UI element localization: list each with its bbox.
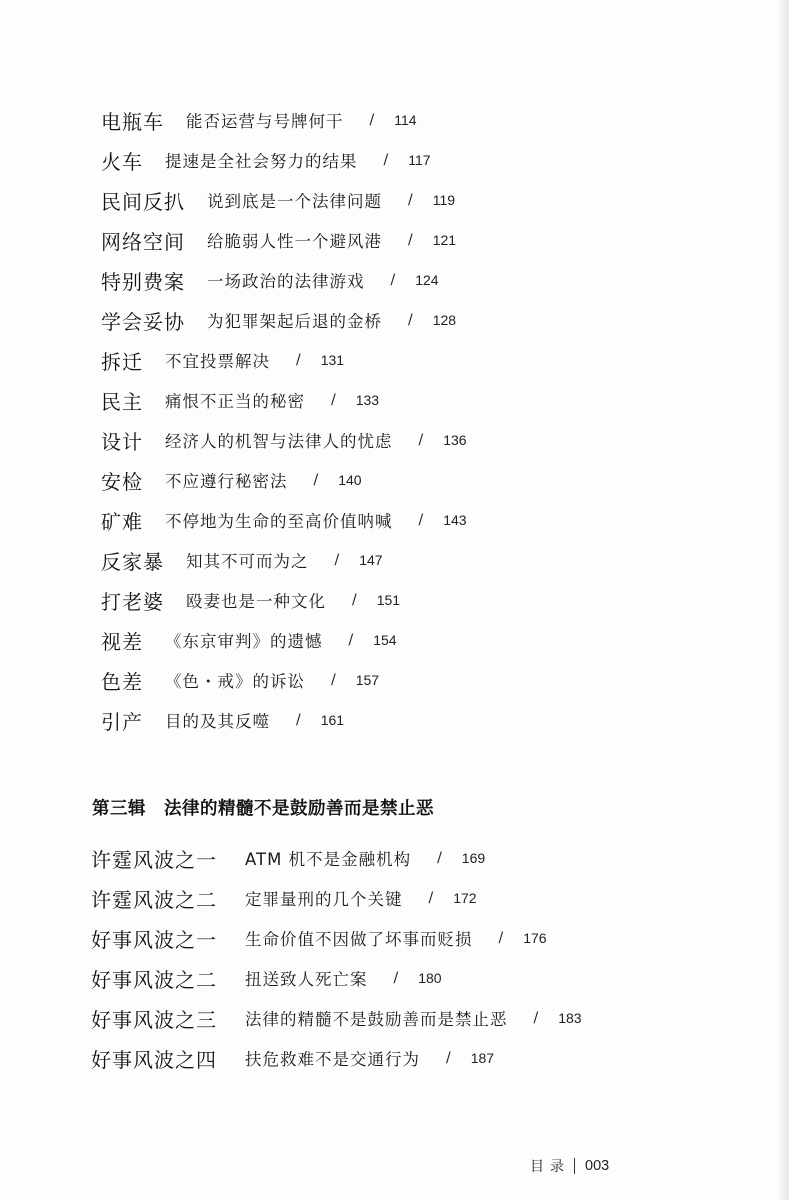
toc-entry-page: 180 — [418, 970, 442, 986]
toc-entry-title: 《东京审判》的遗憾 — [165, 632, 323, 651]
part-title: 法律的精髓不是鼓励善而是禁止恶 — [164, 798, 434, 819]
toc-entry-page: 131 — [320, 352, 345, 368]
toc-entry-separator: / — [296, 352, 301, 368]
toc-entry-title: 殴妻也是一种文化 — [186, 592, 326, 611]
toc-entry-page: 183 — [558, 1010, 582, 1026]
toc-entry-label: 民主 — [101, 389, 143, 414]
footer-section-label: 目录 — [530, 1159, 570, 1175]
toc-entry-label: 好事风波之一 — [91, 927, 217, 952]
toc-entry-page: 119 — [432, 192, 456, 208]
toc-entry[interactable] — [91, 918, 751, 958]
toc-entry-separator: / — [428, 890, 434, 906]
toc-entry-page: 143 — [443, 512, 467, 528]
toc-entry[interactable] — [101, 660, 741, 700]
toc-entry-label: 许霆风波之一 — [91, 847, 217, 872]
toc-entry-separator: / — [383, 152, 389, 168]
toc-entry-page: 128 — [432, 312, 457, 328]
toc-entry-title: 扭送致人死亡案 — [245, 970, 368, 989]
toc-entry-title: 目的及其反噬 — [165, 712, 270, 731]
toc-entry-separator: / — [331, 392, 336, 408]
toc-entry-label: 火车 — [101, 149, 143, 174]
toc-entry-separator: / — [296, 712, 301, 728]
toc-entry[interactable] — [91, 838, 751, 878]
toc-entry-title: 提速是全社会努力的结果 — [165, 152, 358, 171]
part-number: 第三辑 — [92, 798, 146, 819]
toc-entry-page: 140 — [338, 472, 362, 488]
toc-entry-label: 打老婆 — [101, 589, 164, 614]
toc-entry[interactable] — [101, 260, 741, 300]
toc-entry-title: 痛恨不正当的秘密 — [165, 392, 305, 411]
toc-entry[interactable] — [101, 180, 741, 220]
toc-entry-label: 拆迁 — [101, 349, 143, 374]
footer-page-number: 003 — [585, 1158, 610, 1174]
toc-entry[interactable] — [91, 998, 751, 1038]
toc-entry-label: 色差 — [101, 669, 143, 694]
toc-entry-title: 生命价值不因做了坏事而贬损 — [245, 930, 473, 949]
toc-entry-page: 169 — [461, 850, 486, 866]
part-three-heading — [92, 790, 434, 824]
toc-entry[interactable] — [101, 700, 741, 740]
toc-entry-page: 133 — [355, 392, 380, 408]
toc-entry-separator: / — [533, 1010, 539, 1026]
toc-entry-separator: / — [408, 232, 413, 248]
toc-entry-separator: / — [369, 112, 375, 128]
toc-entry[interactable] — [101, 100, 741, 140]
toc-entry-title: 一场政治的法律游戏 — [207, 272, 365, 291]
toc-entry-page: 154 — [373, 632, 397, 648]
page-edge-shadow — [779, 0, 789, 1200]
toc-entry[interactable] — [91, 878, 751, 918]
toc-list-part-two — [101, 100, 741, 740]
toc-entry[interactable] — [101, 300, 741, 340]
toc-entry-label: 好事风波之二 — [91, 967, 217, 992]
toc-entry[interactable] — [101, 460, 741, 500]
toc-entry[interactable] — [101, 500, 741, 540]
toc-entry[interactable] — [101, 340, 741, 380]
toc-entry-separator: / — [334, 552, 340, 568]
toc-entry-separator: / — [352, 592, 357, 608]
toc-entry-page: 114 — [394, 112, 417, 128]
toc-entry-title: 定罪量刑的几个关键 — [245, 890, 403, 909]
toc-entry-label: 安检 — [101, 469, 143, 494]
toc-entry-page: 151 — [376, 592, 401, 608]
toc-entry-page: 136 — [443, 432, 467, 448]
toc-entry-label: 特别费案 — [101, 269, 185, 294]
toc-entry-label: 矿难 — [101, 509, 143, 534]
toc-entry-separator: / — [393, 970, 399, 986]
toc-entry-title: 为犯罪架起后退的金桥 — [207, 312, 382, 331]
toc-entry-label: 民间反扒 — [101, 189, 185, 214]
toc-entry-title: 不应遵行秘密法 — [165, 472, 288, 491]
toc-entry-separator: / — [498, 930, 504, 946]
toc-entry[interactable] — [101, 420, 741, 460]
toc-entry[interactable] — [91, 1038, 751, 1078]
toc-entry-label: 网络空间 — [101, 229, 185, 254]
toc-entry-label: 反家暴 — [101, 549, 164, 574]
toc-entry-title: 《色・戒》的诉讼 — [165, 672, 305, 691]
toc-entry[interactable] — [91, 958, 751, 998]
toc-entry-title: 给脆弱人性一个避风港 — [207, 232, 382, 251]
toc-entry-title: 经济人的机智与法律人的忧虑 — [165, 432, 393, 451]
toc-entry-label: 引产 — [101, 709, 143, 734]
toc-entry-label: 许霆风波之二 — [91, 887, 217, 912]
toc-entry[interactable] — [101, 580, 741, 620]
toc-entry-page: 157 — [355, 672, 380, 688]
toc-entry-page: 187 — [470, 1050, 495, 1066]
toc-entry-page: 176 — [523, 930, 547, 946]
toc-entry[interactable] — [101, 140, 741, 180]
toc-entry-title: 扶危救难不是交通行为 — [245, 1050, 420, 1069]
toc-entry-page: 172 — [453, 890, 477, 906]
toc-entry-label: 设计 — [101, 429, 143, 454]
toc-entry-label: 好事风波之四 — [91, 1047, 217, 1072]
toc-entry-separator: / — [390, 272, 396, 288]
toc-entry[interactable] — [101, 220, 741, 260]
toc-list-part-three — [91, 838, 751, 1078]
toc-entry-page: 121 — [432, 232, 457, 248]
page-footer — [530, 1155, 609, 1177]
toc-entry-title: 不宜投票解决 — [165, 352, 270, 371]
toc-entry[interactable] — [101, 540, 741, 580]
toc-entry-label: 好事风波之三 — [91, 1007, 217, 1032]
toc-entry-title: 知其不可而为之 — [186, 552, 309, 571]
toc-entry-page: 161 — [320, 712, 345, 728]
toc-entry-separator: / — [313, 472, 319, 488]
toc-entry-page: 117 — [408, 152, 431, 168]
toc-entry-title: 说到底是一个法律问题 — [207, 192, 382, 211]
toc-entry-separator: / — [331, 672, 336, 688]
toc-entry-separator: / — [408, 312, 413, 328]
toc-entry-separator: / — [408, 192, 413, 208]
toc-entry[interactable] — [101, 620, 741, 660]
toc-entry-title: 能否运营与号牌何干 — [186, 112, 344, 131]
toc-entry-separator: / — [446, 1050, 451, 1066]
toc-entry-separator: / — [348, 632, 354, 648]
toc-entry[interactable] — [101, 380, 741, 420]
toc-entry-title: 法律的精髓不是鼓励善而是禁止恶 — [245, 1010, 508, 1029]
toc-entry-page: 147 — [359, 552, 383, 568]
toc-entry-separator: / — [437, 850, 442, 866]
toc-entry-label: 电瓶车 — [101, 109, 164, 134]
toc-entry-separator: / — [418, 432, 424, 448]
toc-entry-label: 学会妥协 — [101, 309, 185, 334]
toc-entry-label: 视差 — [101, 629, 143, 654]
footer-divider — [574, 1158, 575, 1174]
toc-entry-page: 124 — [415, 272, 439, 288]
toc-entry-separator: / — [418, 512, 424, 528]
toc-entry-title: ATM 机不是金融机构 — [245, 850, 412, 869]
toc-entry-title: 不停地为生命的至高价值呐喊 — [165, 512, 393, 531]
